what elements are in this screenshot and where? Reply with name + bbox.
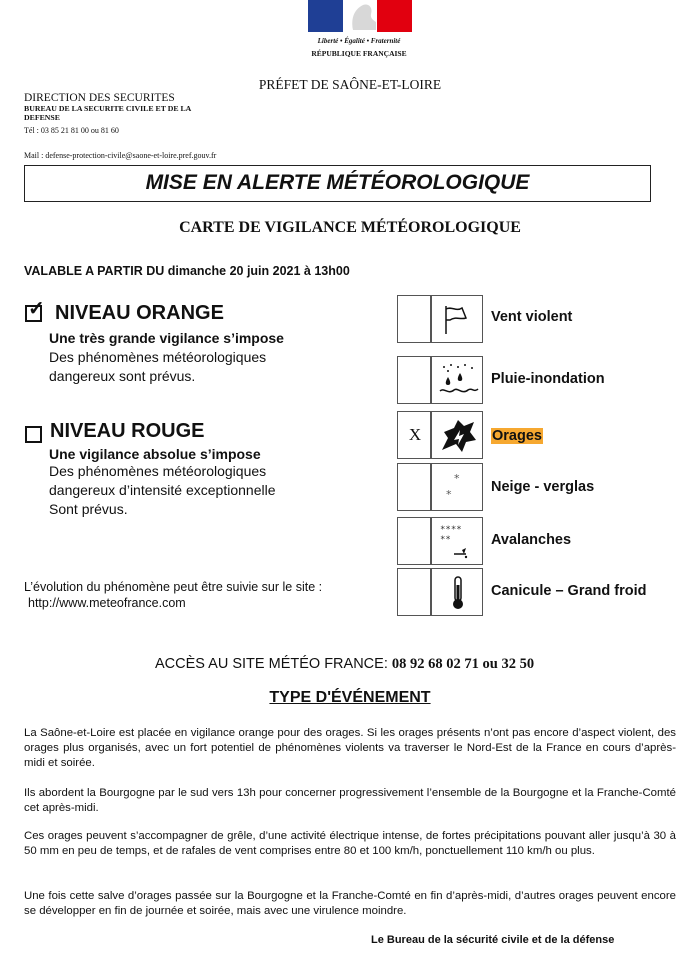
phenomenon-mark-cell	[397, 295, 431, 343]
orages-highlight: Orages	[492, 428, 542, 444]
snow-icon	[431, 463, 483, 511]
carte-title: CARTE DE VIGILANCE MÉTÉOROLOGIQUE	[179, 219, 521, 236]
thunderstorm-icon	[431, 411, 483, 459]
alert-title-box	[24, 165, 651, 202]
phenomenon-mark-cell	[397, 411, 431, 459]
rouge-level-description	[49, 462, 379, 519]
direction-phone: Tél : 03 85 21 81 00 ou 81 60	[24, 126, 119, 135]
phenomenon-mark-cell	[397, 356, 431, 404]
republique-francaise-logo	[300, 0, 418, 62]
svg-text:*: *	[454, 472, 460, 485]
signature: Le Bureau de la sécurité civile et de la défense	[371, 934, 615, 946]
rain-flood-icon	[431, 356, 483, 404]
selected-x-mark: X	[408, 425, 422, 444]
republic-motto: Liberté • Égalité • Fraternité	[317, 37, 401, 45]
republic-name: RÉPUBLIQUE FRANÇAISE	[311, 49, 407, 58]
rouge-level-title: NIVEAU ROUGE	[50, 420, 205, 442]
direction-title: DIRECTION DES SECURITES	[24, 92, 175, 104]
phenomenon-label: Canicule – Grand froid	[491, 583, 647, 599]
orange-desc-line: dangereux sont prévus.	[49, 368, 196, 384]
orange-level-description	[49, 348, 379, 386]
meteofrance-link[interactable]: http://www.meteofrance.com	[28, 596, 186, 610]
wind-flag-icon	[431, 295, 483, 343]
rouge-desc-line: Sont prévus.	[49, 501, 128, 517]
orange-level-checkbox	[25, 298, 45, 322]
thermometer-icon	[431, 568, 483, 616]
alert-title: MISE EN ALERTE MÉTÉOROLOGIQUE	[145, 171, 530, 194]
event-type-heading: TYPE D'ÉVÉNEMENT	[269, 689, 431, 706]
svg-text:*: *	[446, 488, 452, 501]
svg-text:****: ****	[440, 525, 462, 535]
rouge-level-subtitle: Une vigilance absolue s’impose	[49, 446, 261, 462]
phenomenon-mark-cell	[397, 568, 431, 616]
tricolor-flag-icon	[308, 0, 412, 32]
phenomenon-label: Avalanches	[491, 532, 572, 548]
phenomenon-mark-cell	[397, 463, 431, 511]
access-line	[155, 656, 534, 673]
phenomenon-mark-cell	[397, 517, 431, 565]
rouge-desc-line: Des phénomènes météorologiques	[49, 463, 267, 479]
direction-mail: Mail : defense-protection-civile@saone-et-loire.pref.gouv.fr	[24, 151, 217, 160]
event-paragraph: Une fois cette salve d’orages passée sur la Bourgogne et la Franche-Comté en fin d’après-midi, d’autres orages peuvent encore se développer en fin de journée et soirée, mais avec une virulence moindre.	[24, 890, 676, 917]
phenomenon-label	[491, 428, 543, 444]
phenomenon-label: Neige - verglas	[491, 479, 595, 495]
rouge-level-checkbox	[25, 426, 42, 443]
access-label: ACCÈS AU SITE MÉTÉO FRANCE:	[155, 656, 392, 672]
event-paragraph: Ces orages peuvent s’accompagner de grêle, d’une activité électrique intense, de fortes précipitations pouvant aller jusqu’à 30 à 50 mm en peu de temps, et de rafales de vent comprises entre 80 et 100 km/h, ponctuellement 110 km/h ou plus.	[24, 830, 676, 857]
phenomenon-label: Pluie-inondation	[491, 371, 605, 387]
rouge-desc-line: dangereux d’intensité exceptionnelle	[49, 482, 276, 498]
avalanche-icon	[431, 517, 483, 565]
direction-subtitle: BUREAU DE LA SECURITE CIVILE ET DE LA DEFENSE	[24, 104, 191, 122]
phenomenon-label: Vent violent	[491, 309, 573, 325]
evolution-text: L’évolution du phénomène peut être suivie sur le site :	[24, 580, 323, 594]
prefet-title: PRÉFET DE SAÔNE-ET-LOIRE	[258, 77, 442, 92]
orange-level-title: NIVEAU ORANGE	[55, 302, 224, 324]
checkmark-icon: ✓	[28, 298, 45, 320]
evolution-note	[24, 579, 322, 611]
event-type-title	[0, 689, 700, 707]
svg-text:**: **	[440, 535, 451, 545]
event-paragraph: Ils abordent la Bourgogne par le sud vers 13h pour concerner progressivement l’ensemble de la Bourgogne et la Franche-Comté cet après-midi.	[24, 787, 676, 814]
orange-desc-line: Des phénomènes météorologiques	[49, 349, 267, 365]
orange-level-subtitle: Une très grande vigilance s’impose	[49, 330, 284, 346]
access-phone: 08 92 68 02 71 ou 32 50	[391, 656, 535, 672]
event-paragraph: La Saône-et-Loire est placée en vigilance orange pour des orages. Si les orages présents n’ont pas encore d’aspect violent, des orages plus organisés, avec un fort potentiel de phénomènes violents va traverser le Nord-Est de la France en cours d’après-midi et soirée.	[24, 727, 676, 769]
validity-line: VALABLE A PARTIR DU dimanche 20 juin 2021 à 13h00	[24, 264, 350, 278]
